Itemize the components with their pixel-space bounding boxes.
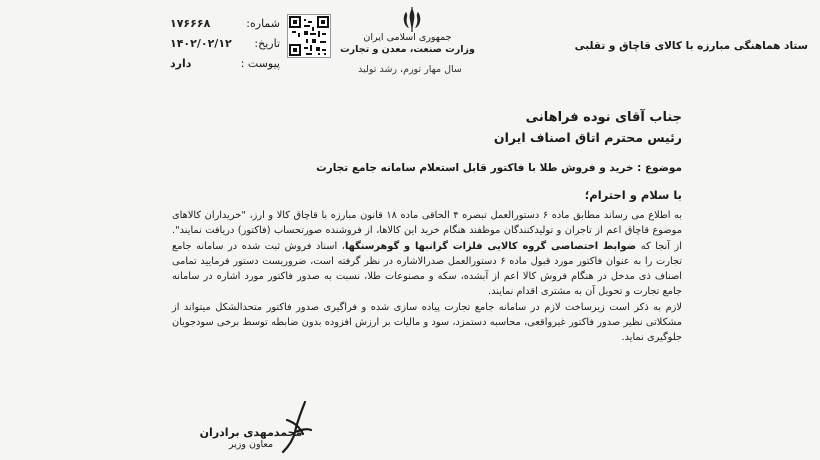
signer-role: معاون وزیر xyxy=(228,439,274,450)
number-value: ۱۷۶۶۶۸ xyxy=(170,17,211,30)
ministry-line-2: وزارت صنعت، معدن و تجارت xyxy=(340,44,475,55)
paragraph-1 xyxy=(172,208,682,300)
greeting: با سلام و احترام؛ xyxy=(584,188,682,202)
letter-meta xyxy=(170,14,280,74)
date-label: تاریخ: xyxy=(254,37,280,50)
date-value: ۱۴۰۲/۰۲/۱۲ xyxy=(170,37,232,50)
letter-subject: موضوع : خرید و فروش طلا با فاکتور قابل استعلام سامانه جامع تجارت xyxy=(316,162,682,174)
signer-name: محمدمهدی برادران xyxy=(199,426,303,439)
addressee-title: رئیس محترم اتاق اصناف ایران xyxy=(493,130,682,145)
attachment-label: پیوست : xyxy=(240,57,280,70)
signer-block xyxy=(196,426,306,450)
paragraph-2: لازم به ذکر است زیرساخت لازم در سامانه جامع تجارت پیاده سازی شده و فراگیری صدور فاکتور متحدالشکل میتواند از مشکلاتی نظیر صدور فاکتور غیرواقعی، محاسبه دستمزد، سود و مالیات بر ارزش افزوده بدون ضابطه توسط برخی سودجویان جلوگیری نماید. xyxy=(172,301,682,344)
addressee: جناب آقای نوده فراهانی xyxy=(525,110,682,125)
paragraph-1-emphasis: ضوابط اختصاصی گروه کالایی فلزات گرانبها و گوهرسنگها xyxy=(344,240,637,252)
year-slogan: سال مهار تورم، رشد تولید xyxy=(358,64,462,75)
ministry-line-1: جمهوری اسلامی ایران xyxy=(363,32,452,43)
attachment-value: دارد xyxy=(170,57,192,70)
date-row xyxy=(170,34,280,54)
iran-emblem-icon xyxy=(398,6,426,34)
number-row xyxy=(170,14,280,34)
organization-name: ستاد هماهنگی مبارزه با کالای قاچاق و تقلبی xyxy=(574,40,808,52)
paragraph-1-end: ، اسناد فروش ثبت شده در سامانه جامع تجارت را به عنوان فاکتور مورد قبول ماده ۶ دستورالعمل صدرالاشاره در نظر گرفته است، ضروریست دستور فرمایید تمامی اصناف ذی مدخل در هنگام فروش کالا اعم از آبشده، سکه و مصنوعات طلا، نسبت به صدور فاکتور مورد اشاره در سامانه جامع تجارت و تحویل آن به مشتری اقدام نمایند. xyxy=(172,240,682,298)
attachment-row xyxy=(170,54,280,74)
paragraph-1-start: به اطلاع می رساند مطابق ماده ۶ دستورالعمل تبصره ۴ الحاقی ماده ۱۸ قانون مبارزه با قاچاق کالا و ارز، "خریداران کالاهای موضوع قاچاق اعم از تاجران و تولیدکنندگان موظفند هنگام خرید این کالاها، از فروشنده صورتحساب (فاکتور) دریافت نمایند". از آنجا که xyxy=(172,210,683,252)
letterhead xyxy=(0,0,820,92)
number-label: شماره: xyxy=(246,17,280,30)
qr-code-icon xyxy=(287,14,331,58)
letter-body xyxy=(172,108,682,346)
ministry-title xyxy=(340,32,475,56)
